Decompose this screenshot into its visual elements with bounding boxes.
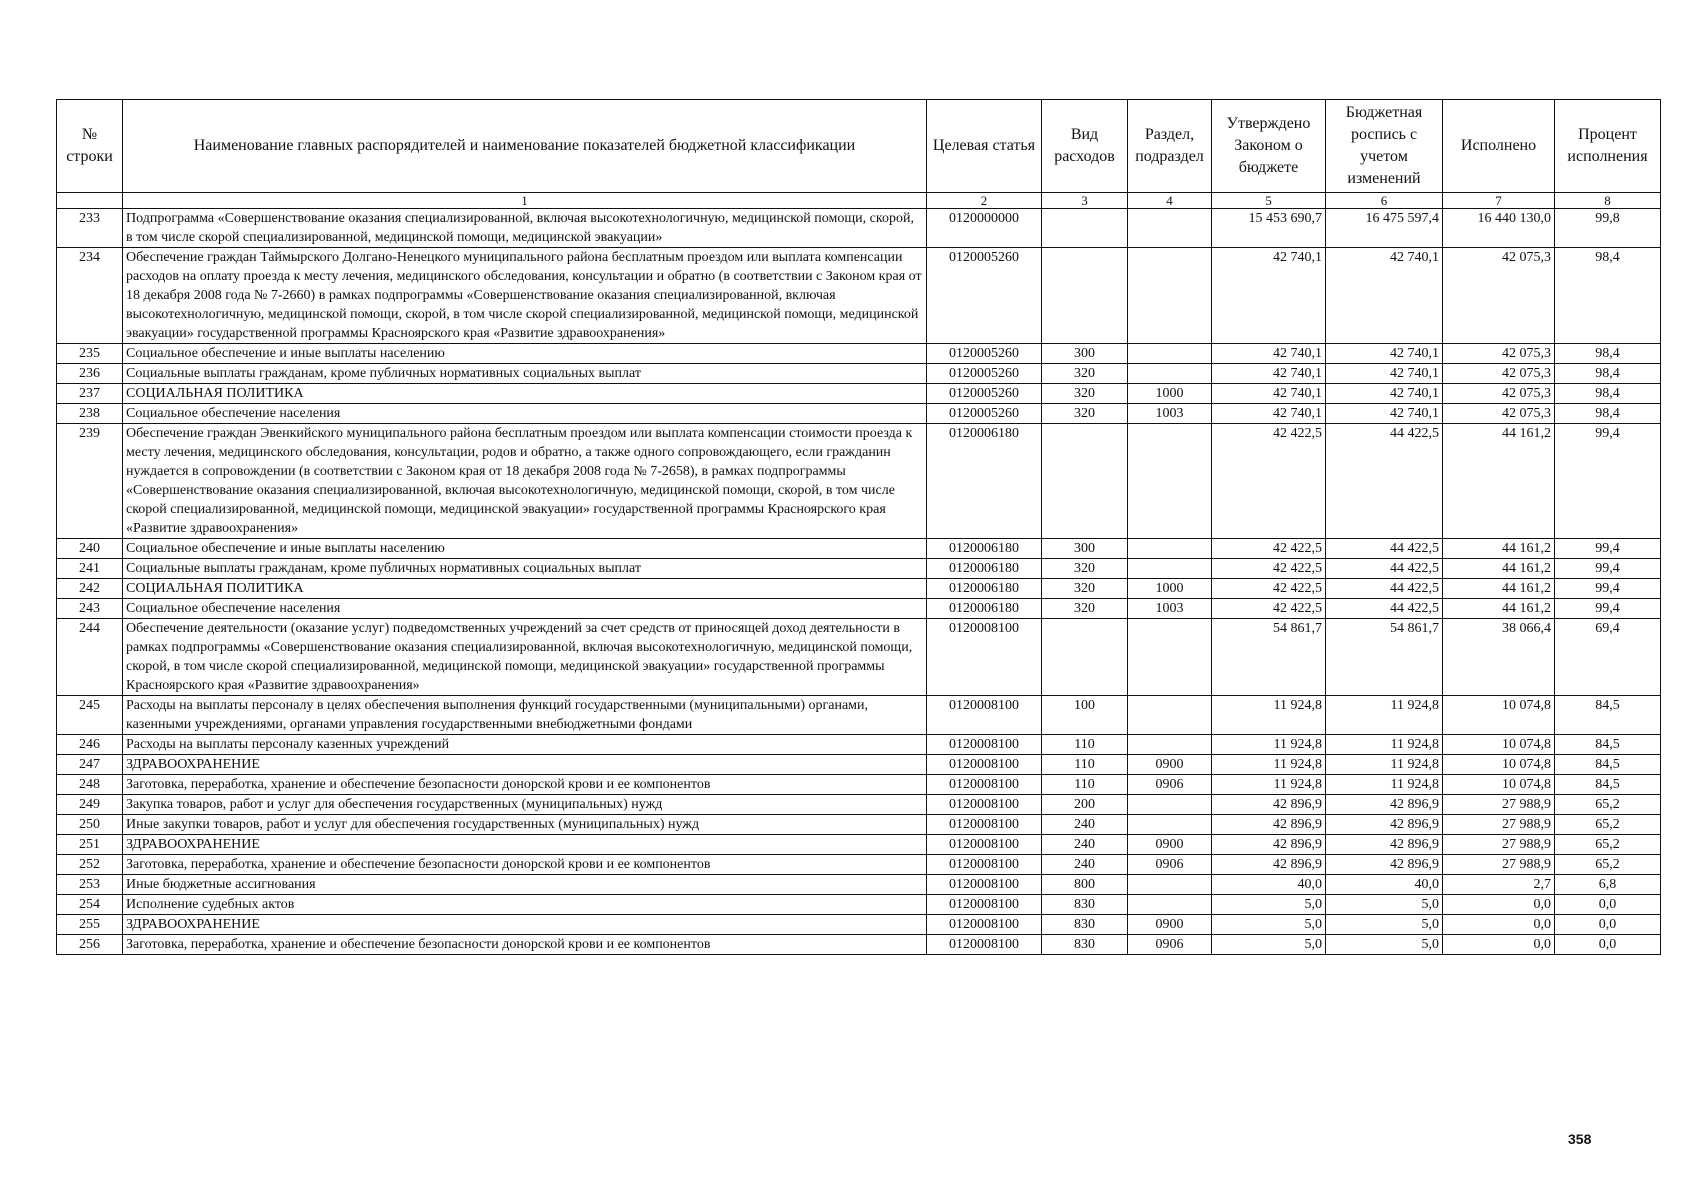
row-name: Иные бюджетные ассигнования bbox=[123, 875, 927, 895]
row-expense-kind bbox=[1042, 248, 1128, 344]
row-name: Заготовка, переработка, хранение и обеспечение безопасности донорской крови и ее компонентов bbox=[123, 855, 927, 875]
row-approved: 5,0 bbox=[1212, 895, 1326, 915]
row-executed: 16 440 130,0 bbox=[1443, 209, 1555, 248]
table-row bbox=[57, 599, 1661, 619]
row-target-article: 0120008100 bbox=[927, 895, 1042, 915]
row-approved: 42 740,1 bbox=[1212, 384, 1326, 404]
row-executed: 38 066,4 bbox=[1443, 619, 1555, 696]
row-percent: 99,8 bbox=[1555, 209, 1661, 248]
row-percent: 84,5 bbox=[1555, 735, 1661, 755]
row-number: 241 bbox=[57, 559, 123, 579]
row-executed: 27 988,9 bbox=[1443, 855, 1555, 875]
row-revised: 42 740,1 bbox=[1326, 248, 1443, 344]
row-executed: 0,0 bbox=[1443, 935, 1555, 955]
row-revised: 44 422,5 bbox=[1326, 539, 1443, 559]
row-target-article: 0120008100 bbox=[927, 795, 1042, 815]
row-name: Обеспечение граждан Эвенкийского муниципального района бесплатным проездом или выплата компенсации стоимости проезда к месту лечения, медицинского обследования, консультации, родов и обратно, а также одного сопровождающего, если гражданин нуждается в сопровождении (в соответствии с Законом края от 18 декабря 2008 года № 7-2658), в рамках подпрограммы «Совершенствование оказания специализированной, включая высокотехнологичную, медицинской помощи, скорой, в том числе скорой специализированной, медицинской помощи, медицинской эвакуации» государственной программы Красноярского края «Развитие здравоохранения» bbox=[123, 424, 927, 539]
table-row bbox=[57, 915, 1661, 935]
row-number: 242 bbox=[57, 579, 123, 599]
row-name: Иные закупки товаров, работ и услуг для обеспечения государственных (муниципальных) нужд bbox=[123, 815, 927, 835]
budget-execution-table bbox=[56, 99, 1661, 955]
row-number: 238 bbox=[57, 404, 123, 424]
row-name: Исполнение судебных актов bbox=[123, 895, 927, 915]
row-section: 0900 bbox=[1128, 915, 1212, 935]
column-number bbox=[57, 193, 123, 209]
row-target-article: 0120005260 bbox=[927, 344, 1042, 364]
row-name: Закупка товаров, работ и услуг для обеспечения государственных (муниципальных) нужд bbox=[123, 795, 927, 815]
row-executed: 44 161,2 bbox=[1443, 424, 1555, 539]
row-expense-kind: 320 bbox=[1042, 579, 1128, 599]
row-executed: 44 161,2 bbox=[1443, 559, 1555, 579]
row-section bbox=[1128, 364, 1212, 384]
row-percent: 98,4 bbox=[1555, 404, 1661, 424]
row-expense-kind: 320 bbox=[1042, 599, 1128, 619]
row-approved: 5,0 bbox=[1212, 935, 1326, 955]
row-percent: 0,0 bbox=[1555, 915, 1661, 935]
row-number: 237 bbox=[57, 384, 123, 404]
row-revised: 11 924,8 bbox=[1326, 735, 1443, 755]
table-row bbox=[57, 935, 1661, 955]
header-name: Наименование главных распорядителей и наименование показателей бюджетной классификации bbox=[123, 100, 927, 193]
row-approved: 11 924,8 bbox=[1212, 735, 1326, 755]
row-approved: 15 453 690,7 bbox=[1212, 209, 1326, 248]
row-expense-kind: 110 bbox=[1042, 775, 1128, 795]
row-number: 252 bbox=[57, 855, 123, 875]
row-executed: 10 074,8 bbox=[1443, 696, 1555, 735]
row-number: 256 bbox=[57, 935, 123, 955]
row-expense-kind: 100 bbox=[1042, 696, 1128, 735]
row-section: 1003 bbox=[1128, 404, 1212, 424]
row-target-article: 0120008100 bbox=[927, 855, 1042, 875]
row-approved: 42 422,5 bbox=[1212, 599, 1326, 619]
row-number: 254 bbox=[57, 895, 123, 915]
row-expense-kind: 320 bbox=[1042, 559, 1128, 579]
row-expense-kind: 300 bbox=[1042, 539, 1128, 559]
row-revised: 11 924,8 bbox=[1326, 775, 1443, 795]
row-percent: 99,4 bbox=[1555, 599, 1661, 619]
row-executed: 42 075,3 bbox=[1443, 364, 1555, 384]
row-executed: 2,7 bbox=[1443, 875, 1555, 895]
row-expense-kind: 320 bbox=[1042, 384, 1128, 404]
row-target-article: 0120000000 bbox=[927, 209, 1042, 248]
row-expense-kind bbox=[1042, 209, 1128, 248]
row-name: Социальные выплаты гражданам, кроме публичных нормативных социальных выплат bbox=[123, 364, 927, 384]
row-percent: 65,2 bbox=[1555, 815, 1661, 835]
row-number: 255 bbox=[57, 915, 123, 935]
row-name: Социальное обеспечение и иные выплаты населению bbox=[123, 539, 927, 559]
row-target-article: 0120008100 bbox=[927, 696, 1042, 735]
table-row bbox=[57, 835, 1661, 855]
header-section: Раздел, подраздел bbox=[1128, 100, 1212, 193]
row-approved: 42 740,1 bbox=[1212, 344, 1326, 364]
row-section bbox=[1128, 539, 1212, 559]
row-approved: 42 896,9 bbox=[1212, 835, 1326, 855]
row-name: Социальное обеспечение и иные выплаты населению bbox=[123, 344, 927, 364]
row-percent: 65,2 bbox=[1555, 855, 1661, 875]
row-revised: 44 422,5 bbox=[1326, 559, 1443, 579]
row-percent: 84,5 bbox=[1555, 696, 1661, 735]
table-row bbox=[57, 384, 1661, 404]
row-percent: 98,4 bbox=[1555, 364, 1661, 384]
row-section: 1000 bbox=[1128, 579, 1212, 599]
table-row bbox=[57, 209, 1661, 248]
table-row bbox=[57, 364, 1661, 384]
row-revised: 42 896,9 bbox=[1326, 855, 1443, 875]
row-section bbox=[1128, 344, 1212, 364]
row-approved: 42 740,1 bbox=[1212, 364, 1326, 384]
row-target-article: 0120008100 bbox=[927, 735, 1042, 755]
row-number: 248 bbox=[57, 775, 123, 795]
row-target-article: 0120008100 bbox=[927, 875, 1042, 895]
row-number: 250 bbox=[57, 815, 123, 835]
row-approved: 40,0 bbox=[1212, 875, 1326, 895]
column-number: 5 bbox=[1212, 193, 1326, 209]
row-target-article: 0120005260 bbox=[927, 404, 1042, 424]
table-row bbox=[57, 875, 1661, 895]
row-target-article: 0120008100 bbox=[927, 619, 1042, 696]
row-revised: 5,0 bbox=[1326, 935, 1443, 955]
row-revised: 42 740,1 bbox=[1326, 384, 1443, 404]
row-name: Расходы на выплаты персоналу в целях обеспечения выполнения функций государственными (муниципальными) органами, казенными учреждениями, органами управления государственными внебюджетными фондами bbox=[123, 696, 927, 735]
row-expense-kind bbox=[1042, 619, 1128, 696]
column-number: 8 bbox=[1555, 193, 1661, 209]
column-number: 6 bbox=[1326, 193, 1443, 209]
row-number: 244 bbox=[57, 619, 123, 696]
row-number: 251 bbox=[57, 835, 123, 855]
row-executed: 42 075,3 bbox=[1443, 344, 1555, 364]
row-approved: 42 422,5 bbox=[1212, 424, 1326, 539]
table-header bbox=[57, 100, 1661, 209]
row-percent: 98,4 bbox=[1555, 344, 1661, 364]
row-number: 243 bbox=[57, 599, 123, 619]
row-percent: 99,4 bbox=[1555, 559, 1661, 579]
row-number: 240 bbox=[57, 539, 123, 559]
header-expense-kind: Вид расходов bbox=[1042, 100, 1128, 193]
row-target-article: 0120008100 bbox=[927, 935, 1042, 955]
column-number: 3 bbox=[1042, 193, 1128, 209]
row-executed: 44 161,2 bbox=[1443, 579, 1555, 599]
table-row bbox=[57, 344, 1661, 364]
row-name: СОЦИАЛЬНАЯ ПОЛИТИКА bbox=[123, 384, 927, 404]
row-expense-kind: 240 bbox=[1042, 855, 1128, 875]
row-revised: 5,0 bbox=[1326, 915, 1443, 935]
row-section bbox=[1128, 619, 1212, 696]
row-target-article: 0120008100 bbox=[927, 915, 1042, 935]
row-percent: 65,2 bbox=[1555, 795, 1661, 815]
table-row bbox=[57, 619, 1661, 696]
row-number: 233 bbox=[57, 209, 123, 248]
column-number: 7 bbox=[1443, 193, 1555, 209]
row-section: 0906 bbox=[1128, 775, 1212, 795]
row-executed: 0,0 bbox=[1443, 895, 1555, 915]
row-revised: 11 924,8 bbox=[1326, 696, 1443, 735]
row-approved: 11 924,8 bbox=[1212, 775, 1326, 795]
row-name: Подпрограмма «Совершенствование оказания специализированной, включая высокотехнологичную, медицинской помощи, скорой, в том числе скорой специализированной, медицинской помощи, медицинской эвакуации» bbox=[123, 209, 927, 248]
row-name: Обеспечение деятельности (оказание услуг) подведомственных учреждений за счет средств от приносящей доход деятельности в рамках подпрограммы «Совершенствование оказания специализированной, включая высокотехнологичную, медицинской помощи, скорой, в том числе скорой специализированной, медицинской помощи, медицинской эвакуации» государственной программы Красноярского края «Развитие здравоохранения» bbox=[123, 619, 927, 696]
row-revised: 42 896,9 bbox=[1326, 815, 1443, 835]
row-name: ЗДРАВООХРАНЕНИЕ bbox=[123, 755, 927, 775]
row-expense-kind: 200 bbox=[1042, 795, 1128, 815]
row-approved: 11 924,8 bbox=[1212, 696, 1326, 735]
table-row bbox=[57, 248, 1661, 344]
table-row bbox=[57, 795, 1661, 815]
row-section bbox=[1128, 248, 1212, 344]
row-target-article: 0120005260 bbox=[927, 384, 1042, 404]
row-approved: 11 924,8 bbox=[1212, 755, 1326, 775]
row-expense-kind: 240 bbox=[1042, 835, 1128, 855]
row-target-article: 0120006180 bbox=[927, 559, 1042, 579]
row-executed: 10 074,8 bbox=[1443, 735, 1555, 755]
row-number: 236 bbox=[57, 364, 123, 384]
row-section: 0900 bbox=[1128, 835, 1212, 855]
row-name: Расходы на выплаты персоналу казенных учреждений bbox=[123, 735, 927, 755]
row-section bbox=[1128, 795, 1212, 815]
row-number: 249 bbox=[57, 795, 123, 815]
row-target-article: 0120005260 bbox=[927, 248, 1042, 344]
row-number: 245 bbox=[57, 696, 123, 735]
row-approved: 42 422,5 bbox=[1212, 579, 1326, 599]
row-section bbox=[1128, 559, 1212, 579]
row-approved: 5,0 bbox=[1212, 915, 1326, 935]
header-revised: Бюджетная роспись с учетом изменений bbox=[1326, 100, 1443, 193]
header-percent: Процент исполнения bbox=[1555, 100, 1661, 193]
table-body bbox=[57, 209, 1661, 955]
page-number: 358 bbox=[1568, 1131, 1592, 1147]
row-percent: 84,5 bbox=[1555, 755, 1661, 775]
row-section bbox=[1128, 815, 1212, 835]
row-section bbox=[1128, 209, 1212, 248]
row-approved: 42 896,9 bbox=[1212, 855, 1326, 875]
row-section: 1000 bbox=[1128, 384, 1212, 404]
row-expense-kind bbox=[1042, 424, 1128, 539]
row-number: 234 bbox=[57, 248, 123, 344]
row-approved: 42 896,9 bbox=[1212, 795, 1326, 815]
row-name: ЗДРАВООХРАНЕНИЕ bbox=[123, 915, 927, 935]
table-row bbox=[57, 539, 1661, 559]
table-row bbox=[57, 424, 1661, 539]
row-revised: 16 475 597,4 bbox=[1326, 209, 1443, 248]
table-row bbox=[57, 579, 1661, 599]
column-number-row bbox=[57, 193, 1661, 209]
row-executed: 42 075,3 bbox=[1443, 248, 1555, 344]
table-row bbox=[57, 775, 1661, 795]
row-executed: 42 075,3 bbox=[1443, 384, 1555, 404]
row-percent: 84,5 bbox=[1555, 775, 1661, 795]
row-number: 246 bbox=[57, 735, 123, 755]
row-target-article: 0120006180 bbox=[927, 539, 1042, 559]
row-expense-kind: 830 bbox=[1042, 895, 1128, 915]
row-percent: 98,4 bbox=[1555, 384, 1661, 404]
row-name: Заготовка, переработка, хранение и обеспечение безопасности донорской крови и ее компонентов bbox=[123, 775, 927, 795]
row-revised: 42 740,1 bbox=[1326, 364, 1443, 384]
row-percent: 69,4 bbox=[1555, 619, 1661, 696]
row-percent: 0,0 bbox=[1555, 895, 1661, 915]
row-name: Обеспечение граждан Таймырского Долгано-Ненецкого муниципального района бесплатным проездом или выплата компенсации расходов на оплату проезда к месту лечения, медицинского обследования, консультации и обратно (в соответствии с Законом края от 18 декабря 2008 года № 7-2660) в рамках подпрограммы «Совершенствование оказания специализированной, включая высокотехнологичную, медицинской помощи, скорой, в том числе скорой специализированной, медицинской помощи, медицинской эвакуации» государственной программы Красноярского края «Развитие здравоохранения» bbox=[123, 248, 927, 344]
table-row bbox=[57, 855, 1661, 875]
row-expense-kind: 240 bbox=[1042, 815, 1128, 835]
row-expense-kind: 300 bbox=[1042, 344, 1128, 364]
row-expense-kind: 830 bbox=[1042, 935, 1128, 955]
row-revised: 54 861,7 bbox=[1326, 619, 1443, 696]
row-section: 1003 bbox=[1128, 599, 1212, 619]
row-number: 253 bbox=[57, 875, 123, 895]
column-number: 2 bbox=[927, 193, 1042, 209]
row-target-article: 0120006180 bbox=[927, 599, 1042, 619]
row-executed: 10 074,8 bbox=[1443, 775, 1555, 795]
row-revised: 44 422,5 bbox=[1326, 579, 1443, 599]
table-row bbox=[57, 815, 1661, 835]
row-section bbox=[1128, 735, 1212, 755]
row-revised: 42 740,1 bbox=[1326, 404, 1443, 424]
row-percent: 99,4 bbox=[1555, 579, 1661, 599]
row-name: Социальное обеспечение населения bbox=[123, 599, 927, 619]
row-expense-kind: 320 bbox=[1042, 364, 1128, 384]
row-target-article: 0120008100 bbox=[927, 815, 1042, 835]
row-approved: 42 896,9 bbox=[1212, 815, 1326, 835]
row-section: 0900 bbox=[1128, 755, 1212, 775]
row-revised: 42 896,9 bbox=[1326, 795, 1443, 815]
row-executed: 44 161,2 bbox=[1443, 599, 1555, 619]
table-row bbox=[57, 559, 1661, 579]
row-executed: 10 074,8 bbox=[1443, 755, 1555, 775]
row-section bbox=[1128, 895, 1212, 915]
row-target-article: 0120008100 bbox=[927, 755, 1042, 775]
row-executed: 27 988,9 bbox=[1443, 815, 1555, 835]
row-target-article: 0120006180 bbox=[927, 424, 1042, 539]
row-percent: 99,4 bbox=[1555, 539, 1661, 559]
row-executed: 0,0 bbox=[1443, 915, 1555, 935]
row-name: Социальные выплаты гражданам, кроме публичных нормативных социальных выплат bbox=[123, 559, 927, 579]
row-section bbox=[1128, 424, 1212, 539]
row-executed: 27 988,9 bbox=[1443, 835, 1555, 855]
row-revised: 42 740,1 bbox=[1326, 344, 1443, 364]
row-section bbox=[1128, 696, 1212, 735]
row-approved: 42 740,1 bbox=[1212, 404, 1326, 424]
row-expense-kind: 320 bbox=[1042, 404, 1128, 424]
header-executed: Исполнено bbox=[1443, 100, 1555, 193]
row-name: Социальное обеспечение населения bbox=[123, 404, 927, 424]
row-executed: 44 161,2 bbox=[1443, 539, 1555, 559]
column-number: 1 bbox=[123, 193, 927, 209]
table-row bbox=[57, 895, 1661, 915]
row-revised: 11 924,8 bbox=[1326, 755, 1443, 775]
row-approved: 42 422,5 bbox=[1212, 539, 1326, 559]
row-percent: 98,4 bbox=[1555, 248, 1661, 344]
row-name: ЗДРАВООХРАНЕНИЕ bbox=[123, 835, 927, 855]
row-revised: 5,0 bbox=[1326, 895, 1443, 915]
row-revised: 44 422,5 bbox=[1326, 424, 1443, 539]
row-executed: 42 075,3 bbox=[1443, 404, 1555, 424]
row-expense-kind: 800 bbox=[1042, 875, 1128, 895]
row-target-article: 0120008100 bbox=[927, 835, 1042, 855]
row-name: СОЦИАЛЬНАЯ ПОЛИТИКА bbox=[123, 579, 927, 599]
row-number: 235 bbox=[57, 344, 123, 364]
row-number: 239 bbox=[57, 424, 123, 539]
row-percent: 65,2 bbox=[1555, 835, 1661, 855]
row-name: Заготовка, переработка, хранение и обеспечение безопасности донорской крови и ее компонентов bbox=[123, 935, 927, 955]
row-target-article: 0120008100 bbox=[927, 775, 1042, 795]
row-revised: 44 422,5 bbox=[1326, 599, 1443, 619]
row-approved: 42 422,5 bbox=[1212, 559, 1326, 579]
row-percent: 6,8 bbox=[1555, 875, 1661, 895]
row-target-article: 0120006180 bbox=[927, 579, 1042, 599]
row-expense-kind: 110 bbox=[1042, 735, 1128, 755]
row-expense-kind: 830 bbox=[1042, 915, 1128, 935]
row-approved: 54 861,7 bbox=[1212, 619, 1326, 696]
row-executed: 27 988,9 bbox=[1443, 795, 1555, 815]
row-section bbox=[1128, 875, 1212, 895]
table-row bbox=[57, 755, 1661, 775]
table-row bbox=[57, 404, 1661, 424]
row-expense-kind: 110 bbox=[1042, 755, 1128, 775]
header-target-article: Целевая статья bbox=[927, 100, 1042, 193]
header-approved: Утверждено Законом о бюджете bbox=[1212, 100, 1326, 193]
row-percent: 99,4 bbox=[1555, 424, 1661, 539]
table-row bbox=[57, 735, 1661, 755]
row-number: 247 bbox=[57, 755, 123, 775]
row-revised: 40,0 bbox=[1326, 875, 1443, 895]
row-revised: 42 896,9 bbox=[1326, 835, 1443, 855]
row-target-article: 0120005260 bbox=[927, 364, 1042, 384]
row-approved: 42 740,1 bbox=[1212, 248, 1326, 344]
column-number: 4 bbox=[1128, 193, 1212, 209]
row-percent: 0,0 bbox=[1555, 935, 1661, 955]
row-section: 0906 bbox=[1128, 855, 1212, 875]
row-section: 0906 bbox=[1128, 935, 1212, 955]
header-row-number: № строки bbox=[57, 100, 123, 193]
table-row bbox=[57, 696, 1661, 735]
